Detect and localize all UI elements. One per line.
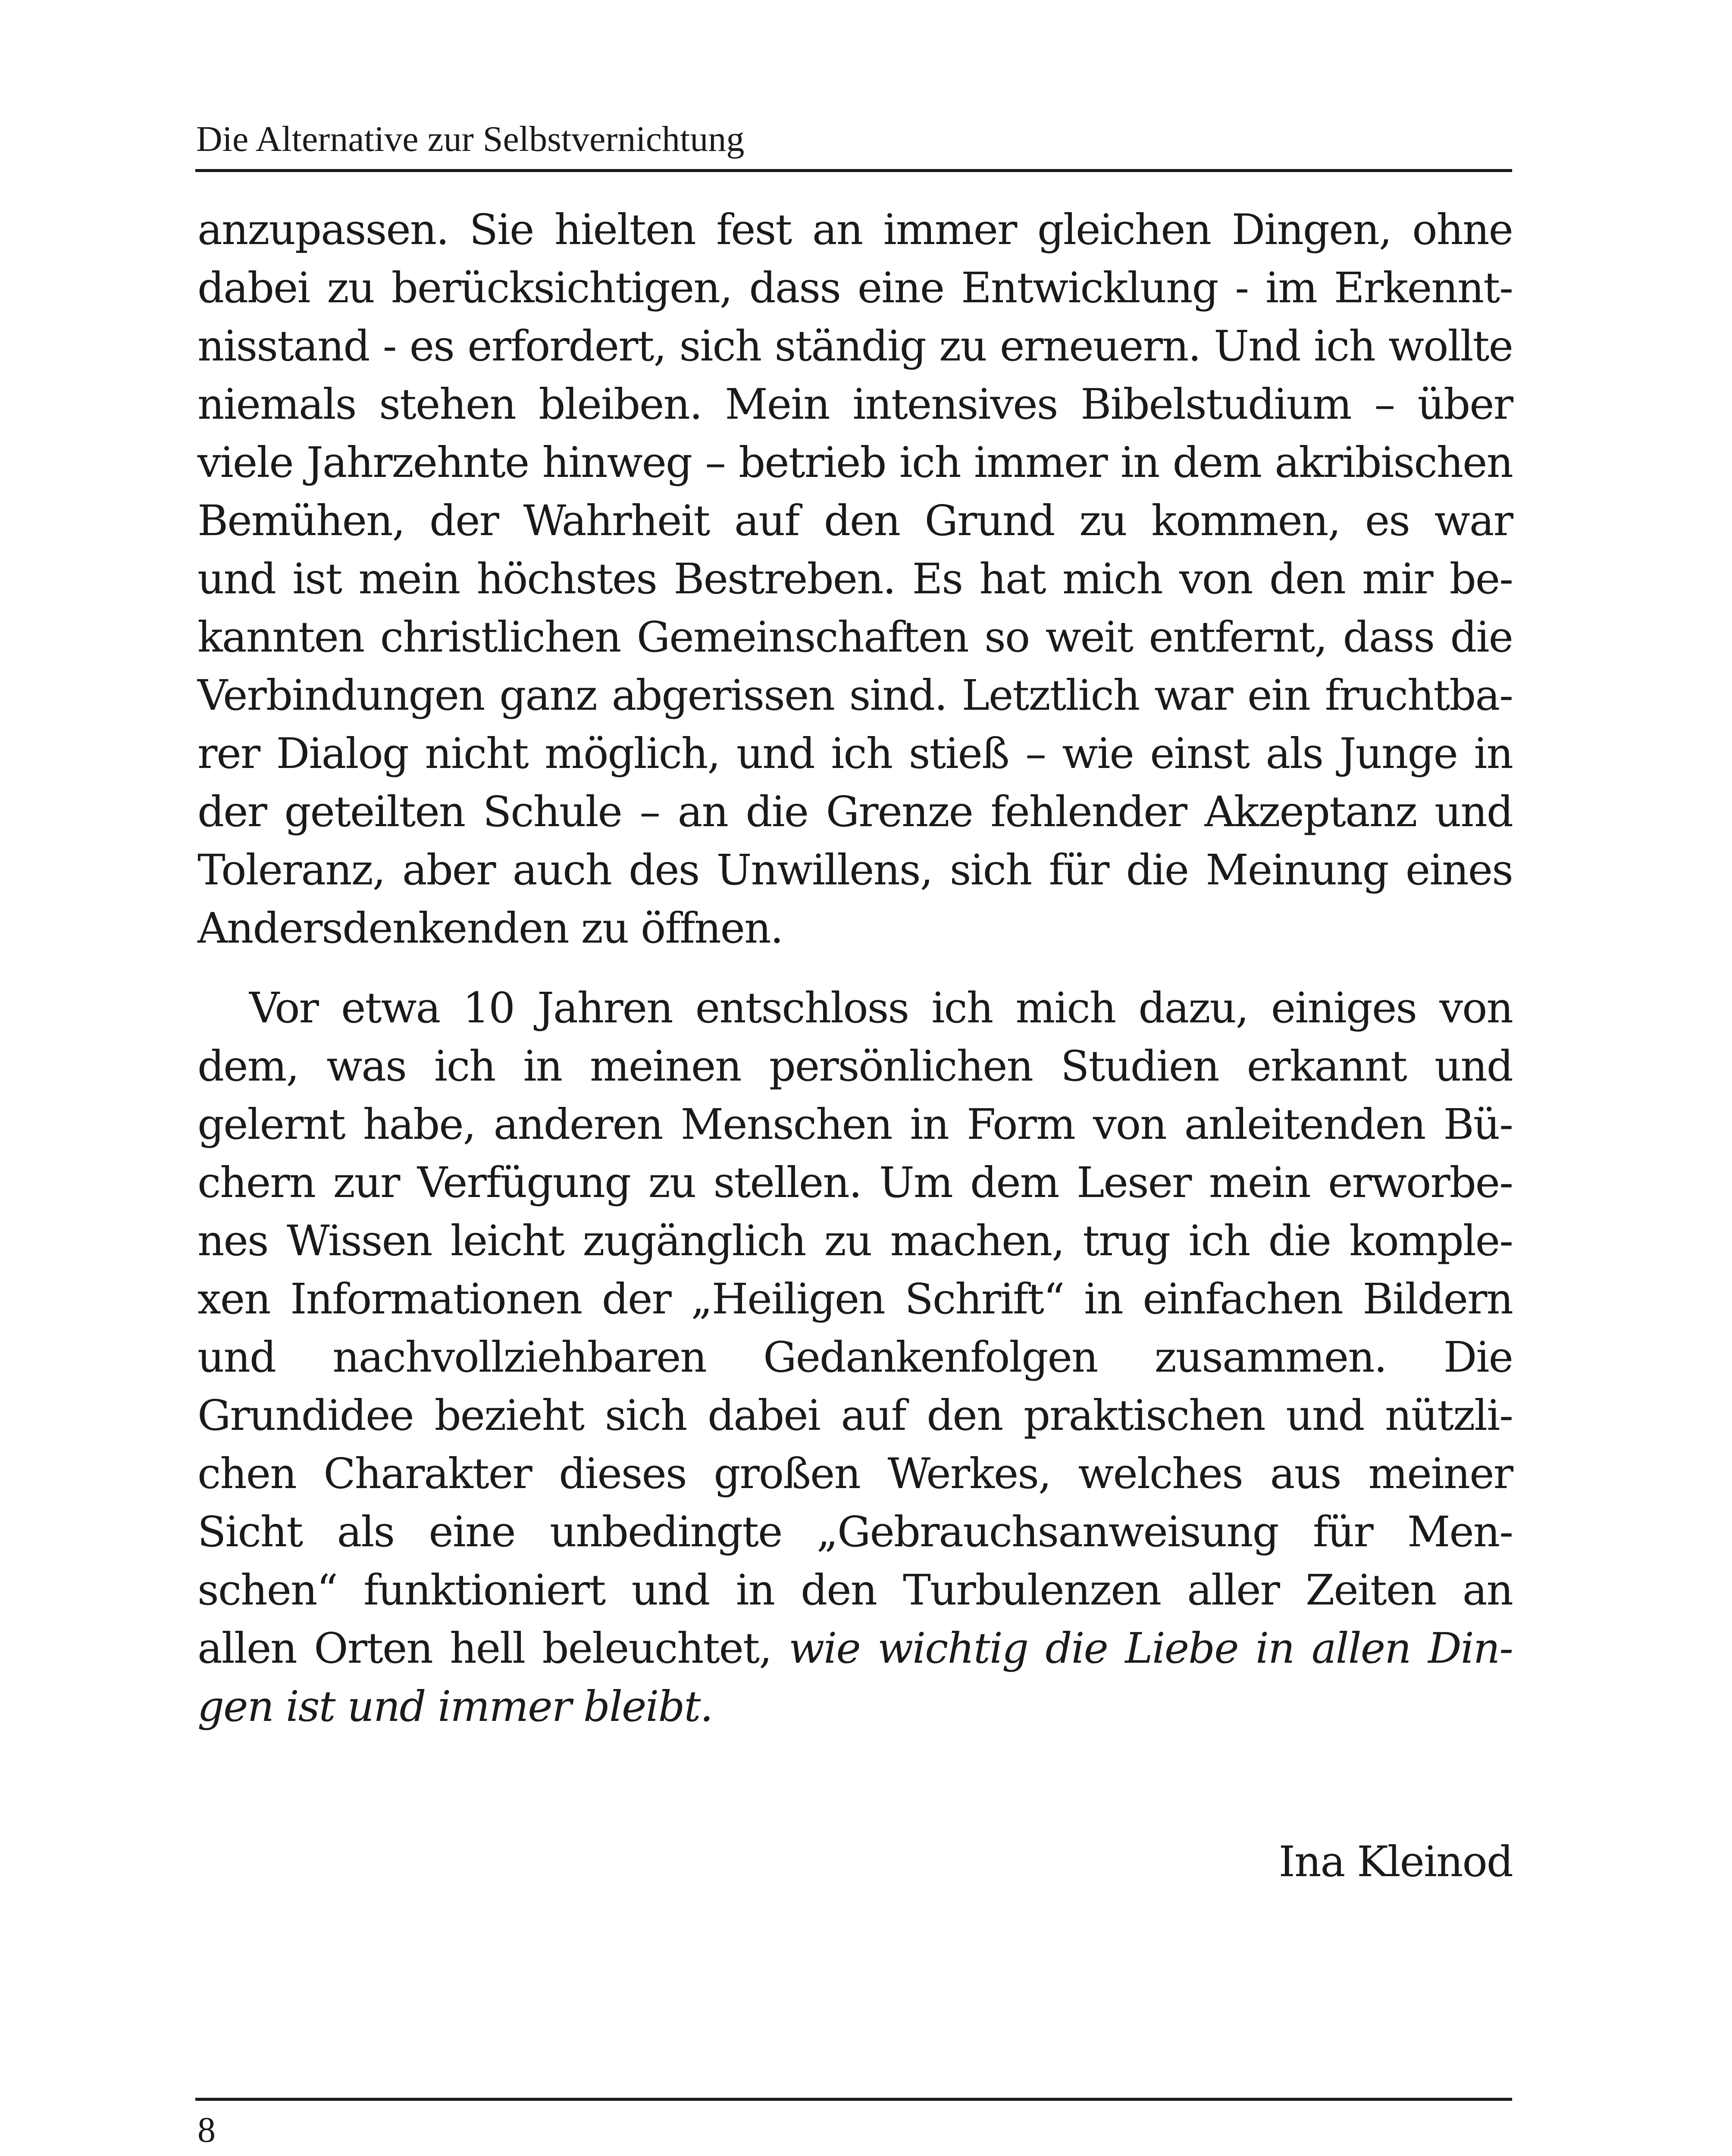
text-line: viele Jahrzehnte hinweg – betrieb ich immer in dem akribischen xyxy=(197,438,1513,487)
text-line: dem, was ich in meinen persönlichen Studien erkannt und xyxy=(197,1042,1513,1091)
text-line: Sicht als eine unbedingte „Gebrauchsanweisung für Men- xyxy=(197,1507,1513,1556)
text-line: kannten christlichen Gemeinschaften so weit entfernt, dass die xyxy=(197,613,1513,661)
paragraph-gap xyxy=(197,957,1513,979)
text-line: rer Dialog nicht möglich, und ich stieß – wie einst als Junge in xyxy=(197,729,1513,778)
text-line: und ist mein höchstes Bestreben. Es hat mich von den mir be- xyxy=(197,555,1513,603)
text-line: chen Charakter dieses großen Werkes, welches aus meiner xyxy=(197,1449,1513,1498)
text-line: der geteilten Schule – an die Grenze fehlender Akzeptanz und xyxy=(197,787,1513,836)
text-line: Vor etwa 10 Jahren entschloss ich mich dazu, einiges von xyxy=(249,984,1513,1032)
emphasis-text: wie wichtig die Liebe in allen Din- xyxy=(789,1624,1513,1673)
footer-rule xyxy=(195,2098,1512,2101)
text-line-mixed xyxy=(197,1619,1513,1677)
text-line: Toleranz, aber auch des Unwillens, sich für die Meinung eines xyxy=(197,846,1513,894)
text-line: Andersdenkenden zu öffnen. xyxy=(197,904,783,953)
text-line: schen“ funktioniert und in den Turbulenzen aller Zeiten an xyxy=(197,1566,1513,1614)
text-line: gelernt habe, anderen Menschen in Form von anleitenden Bü- xyxy=(197,1100,1513,1149)
emphasis-line: gen ist und immer bleibt. xyxy=(197,1682,713,1731)
text-line: und nachvollziehbaren Gedankenfolgen zusammen. Die xyxy=(197,1333,1513,1382)
author-signature: Ina Kleinod xyxy=(1278,1837,1513,1886)
body-text xyxy=(197,201,1513,1736)
text-line: Bemühen, der Wahrheit auf den Grund zu kommen, es war xyxy=(197,496,1513,545)
text-line: nisstand - es erfordert, sich ständig zu erneuern. Und ich wollte xyxy=(197,322,1513,370)
text-line: chern zur Verfügung zu stellen. Um dem Leser mein erworbe- xyxy=(197,1158,1513,1207)
page-number: 8 xyxy=(197,2110,216,2150)
text-line: dabei zu berücksichtigen, dass eine Entwicklung - im Erkennt- xyxy=(197,263,1513,312)
text-line: Grundidee bezieht sich dabei auf den praktischen und nützli- xyxy=(197,1391,1513,1440)
text-line: nes Wissen leicht zugänglich zu machen, trug ich die komple- xyxy=(197,1216,1513,1265)
plain-text: allen Orten hell beleuchtet, xyxy=(197,1624,771,1673)
running-header: Die Alternative zur Selbstvernichtung xyxy=(196,119,745,159)
text-line: Verbindungen ganz abgerissen sind. Letztlich war ein fruchtba- xyxy=(197,671,1513,720)
text-line: xen Informationen der „Heiligen Schrift“ in einfachen Bildern xyxy=(197,1275,1513,1323)
text-line: niemals stehen bleiben. Mein intensives Bibelstudium – über xyxy=(197,380,1513,429)
text-line: anzupassen. Sie hielten fest an immer gleichen Dingen, ohne xyxy=(197,205,1513,254)
header-rule xyxy=(195,169,1512,172)
